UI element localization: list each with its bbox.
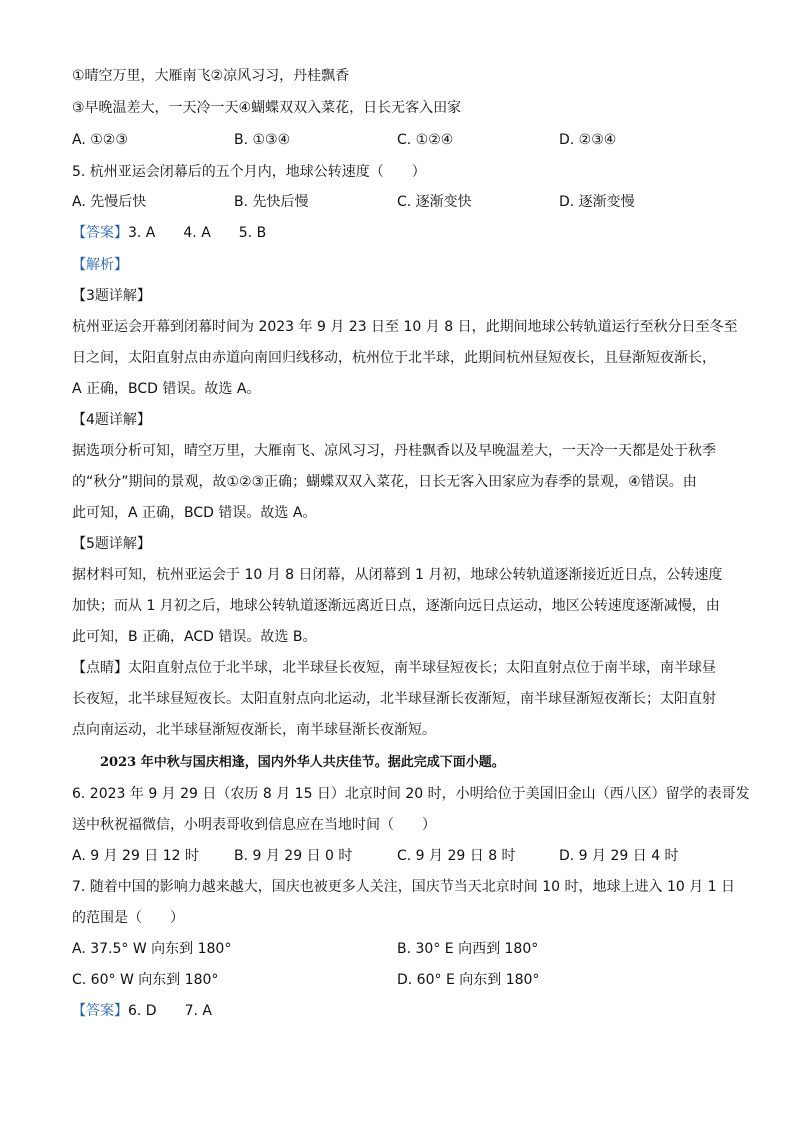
q3-detail-heading: 【3题详解】	[72, 288, 151, 304]
q6-option-d: D. 9 月 29 日 4 时	[559, 848, 679, 864]
q5-option-c: C. 逐渐变快	[397, 194, 472, 210]
question-6-line-1: 6. 2023 年 9 月 29 日（农历 8 月 15 日）北京时间 20 时，小明给位于美国旧金山（西八区）留学的表哥发	[72, 786, 750, 802]
q7-option-c: C. 60° W 向东到 180°	[72, 972, 219, 988]
q6-option-b: B. 9 月 29 日 0 时	[234, 848, 353, 864]
q5-options	[72, 192, 722, 212]
section-lead: 2023 年中秋与国庆相逢，国内外华人共庆佳节。据此完成下面小题。	[100, 755, 505, 770]
q3-detail-line-2: 日之间，太阳直射点由赤道向南回归线移动，杭州位于北半球，此期间杭州昼短夜长，且昼渐短夜渐长，	[72, 350, 716, 366]
q5-detail-line-1: 据材料可知，杭州亚运会于 10 月 8 日闭幕，从闭幕到 1 月初，地球公转轨道逐渐接近近日点，公转速度	[72, 567, 723, 583]
q4-option-a: A. ①②③	[72, 132, 128, 148]
q5-option-a: A. 先慢后快	[72, 194, 147, 210]
answer-line-2	[72, 1001, 722, 1021]
q4-option-c: C. ①②④	[397, 132, 454, 148]
question-5: 5. 杭州亚运会闭幕后的五个月内，地球公转速度（ ）	[72, 164, 426, 180]
q4-option-b: B. ①③④	[234, 132, 291, 148]
answer-values-2: 6. D 7. A	[128, 1003, 212, 1019]
q4-detail-line-2: 的“秋分”期间的景观，故①②③正确；蝴蝶双双入菜花，日长无客入田家应为春季的景观，④错误。由	[72, 474, 697, 490]
question-7-line-1: 7. 随着中国的影响力越来越大，国庆也被更多人关注，国庆节当天北京时间 10 时，地球上进入 10 月 1 日	[72, 879, 736, 895]
q5-option-b: B. 先快后慢	[234, 194, 309, 210]
material-line-1: ①晴空万里，大雁南飞②凉风习习，丹桂飘香	[72, 68, 350, 84]
q6-options	[72, 846, 722, 866]
q4-detail-line-3: 此可知，A 正确，BCD 错误。故选 A。	[72, 505, 317, 521]
key-point-line-1	[72, 658, 722, 678]
q4-option-d: D. ②③④	[559, 132, 617, 148]
q4-options	[72, 130, 722, 150]
key-point-text-1: 太阳直射点位于北半球，北半球昼长夜短，南半球昼短夜长；太阳直射点位于南半球，南半球昼	[128, 660, 716, 676]
q5-detail-line-3: 此可知，B 正确，ACD 错误。故选 B。	[72, 629, 317, 645]
q7-options-row-2	[72, 970, 722, 990]
q4-detail-line-1: 据选项分析可知，晴空万里，大雁南飞、凉风习习，丹桂飘香以及早晚温差大，一天冷一天都是处于秋季	[72, 443, 716, 459]
q6-option-c: C. 9 月 29 日 8 时	[397, 848, 516, 864]
q7-option-d: D. 60° E 向东到 180°	[397, 972, 540, 988]
answer-tag: 【答案】	[72, 225, 128, 241]
answer-line-1	[72, 223, 722, 243]
q6-option-a: A. 9 月 29 日 12 时	[72, 848, 200, 864]
key-point-tag: 【点睛】	[72, 660, 128, 676]
answer-tag-2: 【答案】	[72, 1003, 128, 1019]
question-7-line-2: 的范围是（ ）	[72, 910, 184, 926]
q5-detail-heading: 【5题详解】	[72, 536, 151, 552]
key-point-line-2: 长夜短，北半球昼短夜长。太阳直射点向北运动，北半球昼渐长夜渐短，南半球昼渐短夜渐长；太阳直射	[72, 691, 716, 707]
material-line-2: ③早晚温差大，一天冷一天④蝴蝶双双入菜花，日长无客入田家	[72, 100, 462, 116]
q5-option-d: D. 逐渐变慢	[559, 194, 635, 210]
key-point-line-3: 点向南运动，北半球昼渐短夜渐长，南半球昼渐长夜渐短。	[72, 722, 436, 738]
q7-options-row-1	[72, 939, 722, 959]
q4-detail-heading: 【4题详解】	[72, 412, 151, 428]
q7-option-b: B. 30° E 向西到 180°	[397, 941, 539, 957]
q3-detail-line-1: 杭州亚运会开幕到闭幕时间为 2023 年 9 月 23 日至 10 月 8 日，此期间地球公转轨道运行至秋分日至冬至	[72, 319, 738, 335]
q5-detail-line-2: 加快；而从 1 月初之后，地球公转轨道逐渐远离近日点，逐渐向远日点运动，地区公转速度逐渐减慢，由	[72, 598, 720, 614]
q3-detail-line-3: A 正确，BCD 错误。故选 A。	[72, 381, 261, 397]
q7-option-a: A. 37.5° W 向东到 180°	[72, 941, 232, 957]
answer-values: 3. A 4. A 5. B	[128, 225, 267, 241]
question-6-line-2: 送中秋祝福微信，小明表哥收到信息应在当地时间（ ）	[72, 817, 436, 833]
analysis-tag: 【解析】	[72, 257, 128, 273]
